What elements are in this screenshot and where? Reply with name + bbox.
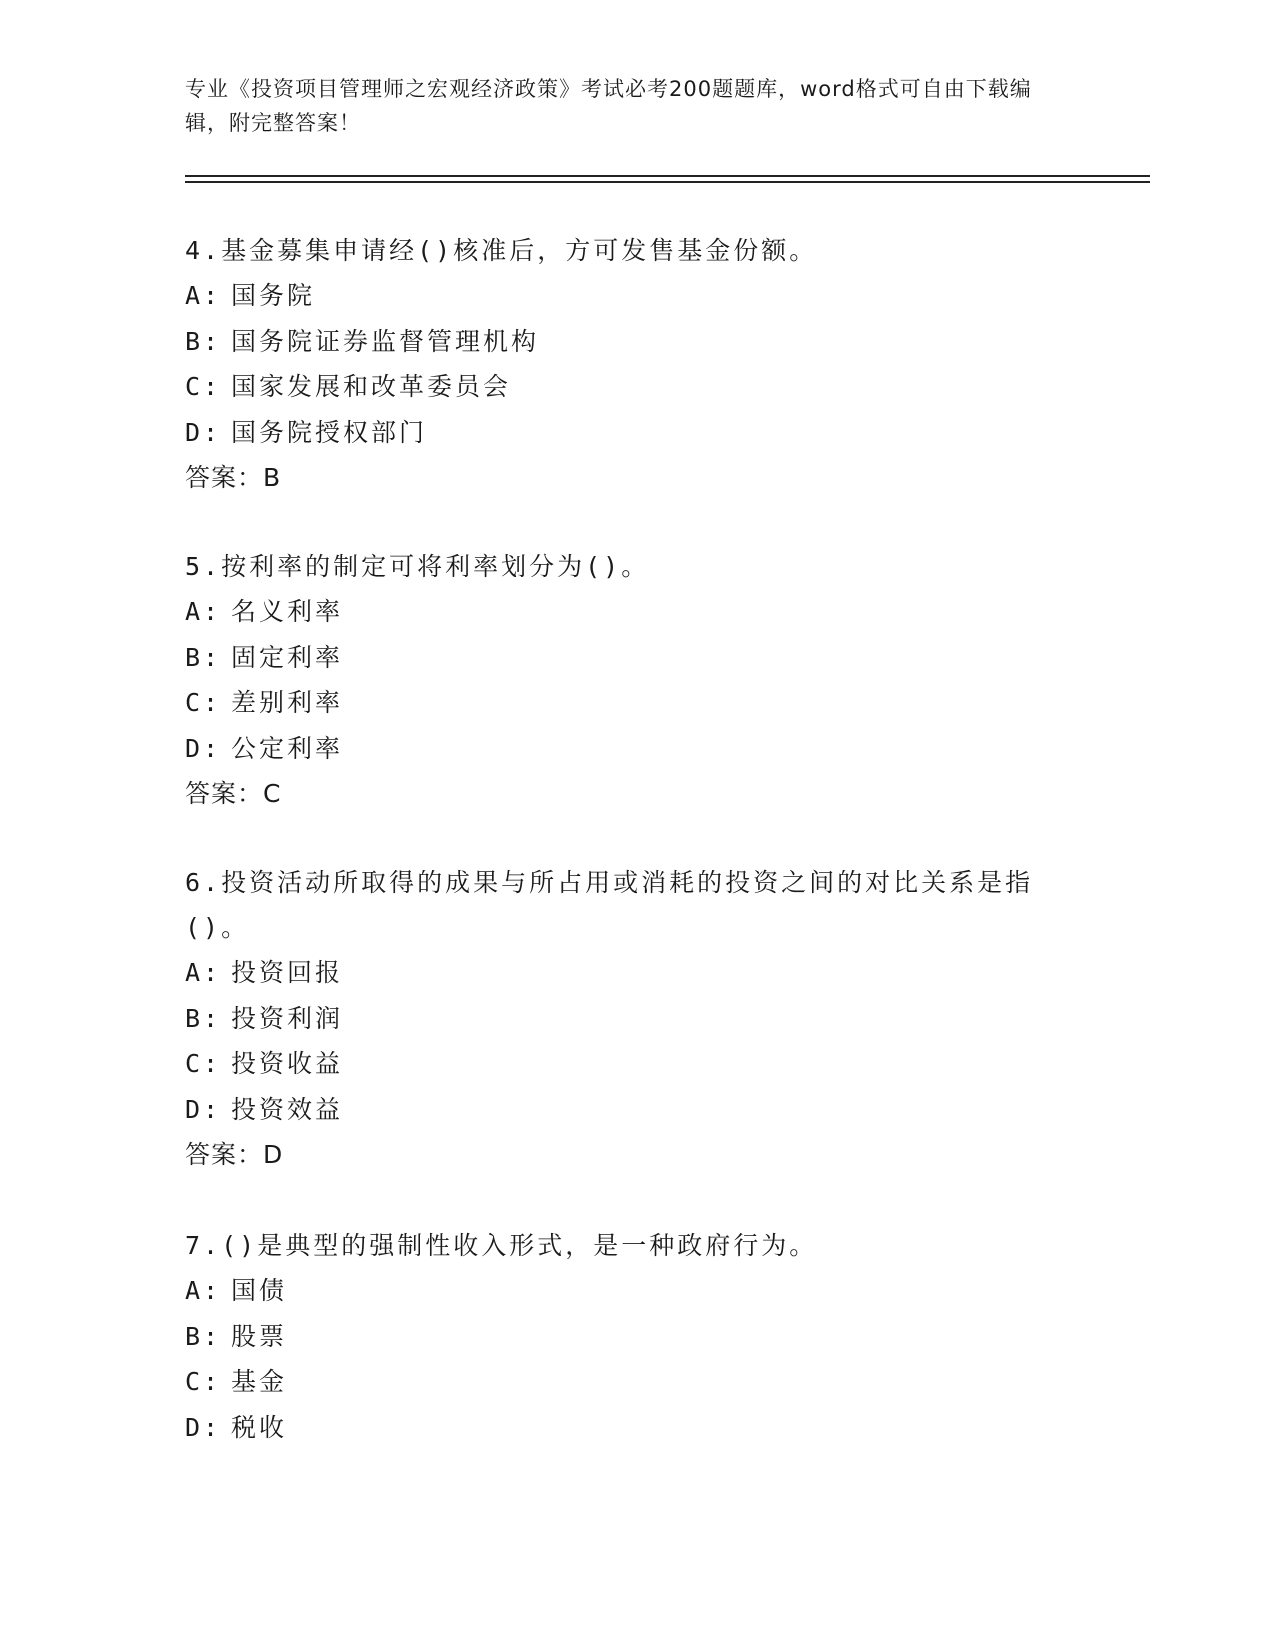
option-c xyxy=(185,680,1085,726)
question-text: 4.基金募集申请经()核准后，方可发售基金份额。 xyxy=(185,236,818,265)
option-letter: A: xyxy=(185,1276,222,1305)
question-text: 6.投资活动所取得的成果与所占用或消耗的投资之间的对比关系是指()。 xyxy=(185,868,1034,942)
answer-text: 答案：D xyxy=(185,1140,284,1169)
option-letter: D: xyxy=(185,1094,222,1124)
question-block xyxy=(185,1223,1085,1450)
option-text: 税收 xyxy=(231,1412,288,1442)
option-letter: A: xyxy=(185,958,222,987)
question-block xyxy=(185,544,1085,816)
option-letter: A: xyxy=(185,597,222,626)
answer-text: 答案：C xyxy=(185,779,282,808)
option-text: 国务院证券监督管理机构 xyxy=(231,326,540,356)
option-a xyxy=(185,589,1085,635)
option-d xyxy=(185,410,1085,456)
option-letter: B: xyxy=(185,1321,222,1351)
option-text: 公定利率 xyxy=(231,733,344,763)
option-text: 国务院授权部门 xyxy=(231,417,428,447)
option-c xyxy=(185,1041,1085,1087)
option-text: 投资回报 xyxy=(231,958,344,987)
option-letter: B: xyxy=(185,326,222,356)
option-letter: C: xyxy=(185,372,222,401)
header-divider-bottom xyxy=(185,181,1150,183)
option-a xyxy=(185,950,1085,996)
option-text: 国家发展和改革委员会 xyxy=(231,372,512,401)
option-d xyxy=(185,1087,1085,1133)
option-letter: C: xyxy=(185,1367,222,1396)
option-c xyxy=(185,364,1085,410)
option-b xyxy=(185,1314,1085,1360)
option-text: 国务院 xyxy=(231,281,316,310)
option-a xyxy=(185,273,1085,319)
option-letter: A: xyxy=(185,281,222,310)
question-block xyxy=(185,228,1085,500)
header-divider-top xyxy=(185,175,1150,177)
answer-text: 答案：B xyxy=(185,463,282,492)
option-text: 基金 xyxy=(231,1367,288,1396)
option-b xyxy=(185,319,1085,365)
option-text: 投资收益 xyxy=(231,1049,344,1078)
option-letter: B: xyxy=(185,1003,222,1033)
option-text: 差别利率 xyxy=(231,688,344,717)
option-text: 投资利润 xyxy=(231,1003,344,1033)
option-letter: D: xyxy=(185,733,222,763)
option-letter: C: xyxy=(185,688,222,717)
option-text: 固定利率 xyxy=(231,642,344,672)
option-c xyxy=(185,1359,1085,1405)
option-text: 股票 xyxy=(231,1321,288,1351)
option-d xyxy=(185,1405,1085,1451)
option-b xyxy=(185,996,1085,1042)
option-letter: D: xyxy=(185,417,222,447)
option-letter: D: xyxy=(185,1412,222,1442)
option-d xyxy=(185,726,1085,772)
document-header: 专业《投资项目管理师之宏观经济政策》考试必考200题题库，word格式可自由下载编辑，附完整答案！ xyxy=(185,77,1032,135)
question-text: 7.()是典型的强制性收入形式，是一种政府行为。 xyxy=(185,1231,818,1260)
option-letter: C: xyxy=(185,1049,222,1078)
option-text: 名义利率 xyxy=(231,597,344,626)
question-block xyxy=(185,860,1085,1177)
option-text: 国债 xyxy=(231,1276,288,1305)
option-b xyxy=(185,635,1085,681)
option-a xyxy=(185,1268,1085,1314)
question-text: 5.按利率的制定可将利率划分为()。 xyxy=(185,552,650,581)
option-letter: B: xyxy=(185,642,222,672)
option-text: 投资效益 xyxy=(231,1094,344,1124)
